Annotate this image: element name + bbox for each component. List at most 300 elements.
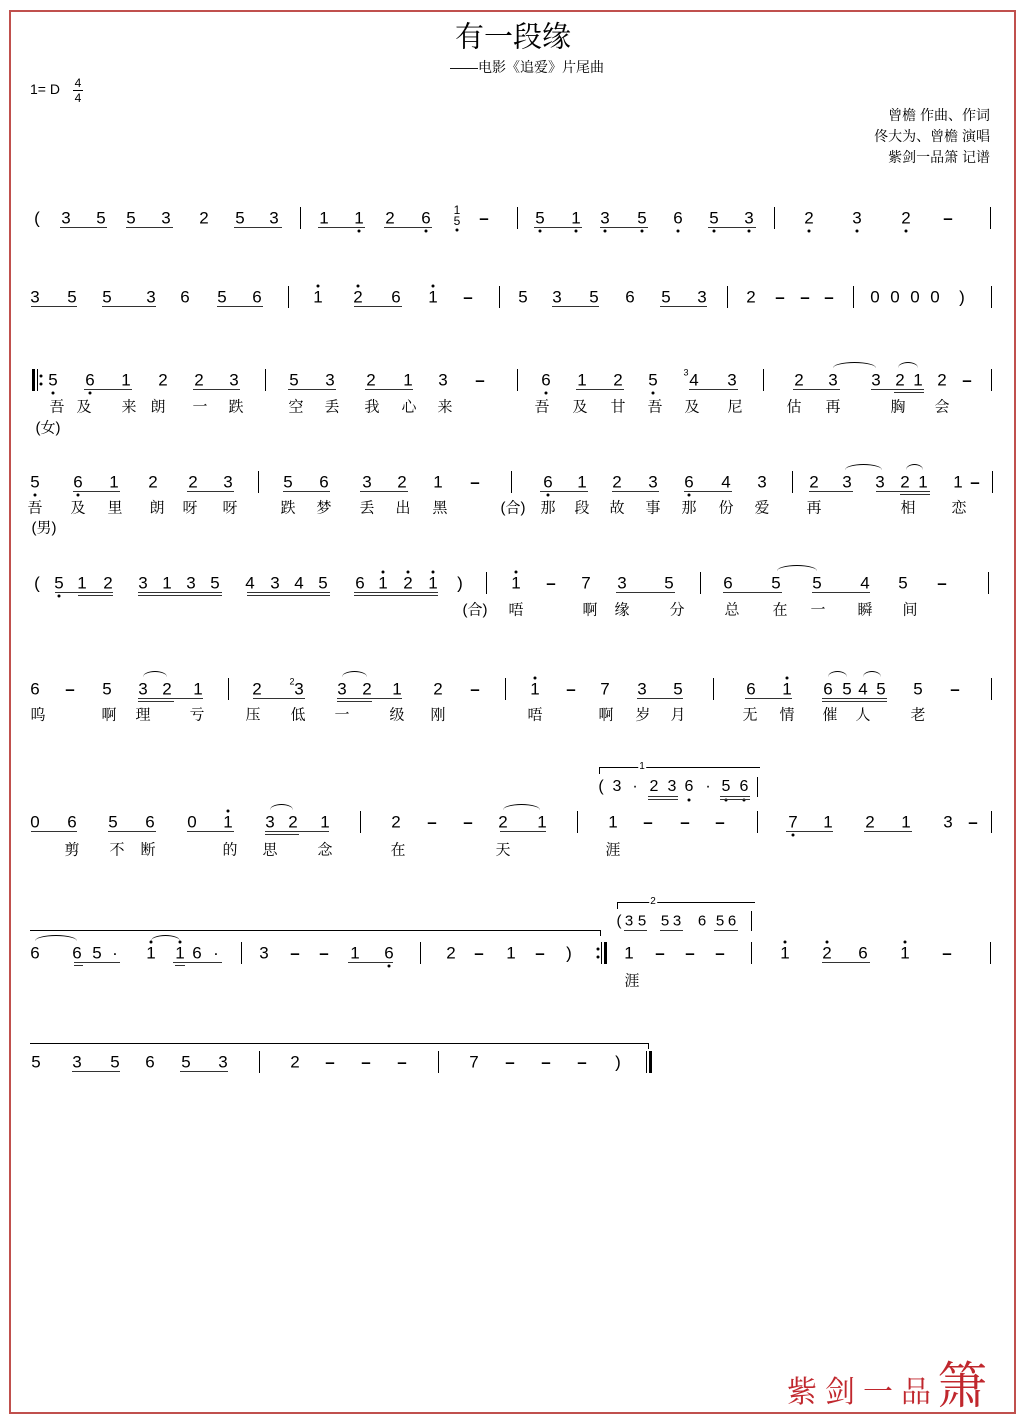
note: 5 — [898, 573, 908, 593]
barline — [988, 572, 989, 594]
barline — [751, 942, 752, 964]
note: 2 — [353, 287, 363, 307]
beam-underline — [894, 392, 924, 393]
note: 5 — [535, 208, 545, 228]
note: 3 — [61, 208, 71, 228]
note: 1 — [428, 287, 438, 307]
note: 2 — [901, 208, 911, 228]
lyric: 会 — [934, 398, 950, 416]
note: 2 — [809, 472, 819, 492]
note: ) — [566, 943, 572, 963]
lyric: 瞬 — [857, 601, 873, 619]
beam-underline — [500, 831, 546, 832]
note: ( — [616, 912, 622, 930]
lyric: 啊 — [582, 601, 598, 619]
lyric: 的 — [222, 841, 238, 859]
beam-underline — [871, 389, 924, 390]
note: 1 — [577, 472, 587, 492]
octave-dot-below — [641, 230, 644, 233]
note: 2 — [498, 812, 508, 832]
song-subtitle: ——电影《追爱》片尾曲 — [450, 59, 604, 75]
note: 3 — [600, 208, 610, 228]
lyric: 胸 — [890, 398, 906, 416]
note: 6 — [180, 287, 190, 307]
lyric: 思 — [262, 841, 278, 859]
note: 1 — [918, 472, 928, 492]
note: 3 — [842, 472, 852, 492]
lyric: 啊 — [101, 706, 117, 724]
octave-dot-above — [357, 285, 360, 288]
sustain-dash: – — [942, 943, 952, 963]
octave-dot-above — [786, 677, 789, 680]
note: 2 — [403, 573, 413, 593]
repeat-start-thin — [37, 369, 38, 391]
note: 3 — [612, 778, 622, 795]
note: 2 — [148, 472, 158, 492]
note: 6 — [673, 208, 683, 228]
beam-underline — [786, 831, 833, 832]
beam-underline — [175, 965, 185, 966]
note: 0 — [30, 812, 40, 832]
note: 6 — [625, 287, 635, 307]
note: 1 — [577, 370, 587, 390]
sustain-dash: – — [463, 812, 473, 832]
note: 1 — [780, 943, 790, 963]
beam-underline — [318, 227, 365, 228]
lyric: 吾 — [534, 398, 550, 416]
barline — [991, 678, 992, 700]
volta-continuation-tick — [648, 1043, 649, 1049]
note: ( — [598, 778, 604, 795]
note: 3 — [697, 287, 707, 307]
beam-underline — [809, 491, 853, 492]
note: 1 — [900, 943, 910, 963]
barline — [751, 911, 752, 931]
note: 0 — [870, 287, 880, 307]
lyric: 再 — [825, 398, 841, 416]
sustain-dash: – — [479, 208, 489, 228]
barline — [757, 777, 758, 797]
volta-continuation-line — [30, 930, 600, 931]
repeat-dot — [40, 375, 43, 378]
repeat-dot — [597, 956, 600, 959]
note: 1 — [428, 573, 438, 593]
note: 3 — [259, 943, 269, 963]
note: 3 — [138, 679, 148, 699]
note: 2 — [252, 679, 262, 699]
octave-dot-below — [77, 494, 80, 497]
note: 0 — [910, 287, 920, 307]
lyric: 跌 — [280, 499, 296, 517]
note: 5 — [235, 208, 245, 228]
sustain-dash: – — [474, 943, 484, 963]
slur — [845, 464, 882, 470]
seal-char: 品 — [901, 1376, 931, 1409]
lyric: 朗 — [149, 499, 165, 517]
beam-underline — [354, 306, 402, 307]
time-signature-numerator: 4 — [74, 76, 82, 90]
note: 3 — [727, 370, 737, 390]
note: 3 — [337, 679, 347, 699]
note: 6 — [252, 287, 262, 307]
note: 1 — [320, 812, 330, 832]
volta-number: 2 — [650, 896, 656, 907]
beam-underline — [126, 227, 173, 228]
note: 1 — [953, 472, 963, 492]
lyric: 及 — [684, 398, 700, 416]
note: 1 — [121, 370, 131, 390]
volta-bracket-tick — [617, 902, 618, 909]
beam-underline — [60, 227, 107, 228]
barline — [505, 678, 506, 700]
lyric: 岁 — [635, 706, 651, 724]
note: 5 — [518, 287, 528, 307]
beam-underline — [540, 491, 588, 492]
slur — [342, 671, 367, 677]
octave-dot-below — [358, 230, 361, 233]
slur — [143, 671, 167, 677]
note: 6 — [421, 208, 431, 228]
note: 1 — [530, 679, 540, 699]
beam-underline — [55, 592, 113, 593]
note: 3 — [438, 370, 448, 390]
beam-underline — [812, 592, 870, 593]
note: 6 — [192, 943, 202, 963]
note: 4 — [294, 573, 304, 593]
barline — [438, 1051, 439, 1073]
note: 1 — [109, 472, 119, 492]
beam-underline — [900, 494, 930, 495]
note: 5 — [637, 208, 647, 228]
lyric: 人 — [855, 706, 871, 724]
volta-bracket-tick — [599, 767, 600, 774]
note: · — [632, 778, 638, 795]
sustain-dash: – — [505, 1052, 515, 1072]
note: 5 — [210, 573, 220, 593]
slur — [898, 362, 918, 368]
note: 5 — [181, 1052, 191, 1072]
beam-underline — [534, 227, 582, 228]
note: 1 — [571, 208, 581, 228]
barline — [258, 471, 259, 493]
note: 4 — [858, 679, 868, 699]
lyric: 涯 — [605, 841, 621, 859]
note: 2 — [794, 370, 804, 390]
beam-underline — [822, 701, 887, 702]
note: 7 — [469, 1052, 479, 1072]
octave-dot-below — [547, 494, 550, 497]
lyric: (合) — [500, 499, 526, 517]
note: 1 — [823, 812, 833, 832]
slur — [503, 804, 540, 810]
note: 1 — [77, 573, 87, 593]
note: 3 — [624, 912, 634, 930]
note: 5 — [67, 287, 77, 307]
note: 3 — [161, 208, 171, 228]
barline — [577, 811, 578, 833]
note: 6 — [73, 472, 83, 492]
volta-bracket-line — [599, 767, 760, 768]
sustain-dash: – — [800, 287, 810, 307]
barline — [990, 942, 991, 964]
sustain-dash: – — [655, 943, 665, 963]
lyric: 断 — [140, 841, 156, 859]
note: 5 — [289, 370, 299, 390]
note: 7 — [581, 573, 591, 593]
note: 1 — [782, 679, 792, 699]
note: 5 — [721, 778, 731, 795]
octave-dot-below — [604, 230, 607, 233]
beam-underline — [138, 592, 222, 593]
lyric: 那 — [681, 499, 697, 517]
lyric: 在 — [772, 601, 788, 619]
note: · — [705, 778, 711, 795]
note: 4 — [245, 573, 255, 593]
lyric: 及 — [76, 398, 92, 416]
lyric: 梦 — [316, 499, 332, 517]
sustain-dash: – — [325, 1052, 335, 1072]
lyric: 估 — [786, 398, 802, 416]
beam-underline — [660, 930, 683, 931]
note: 6 — [72, 943, 82, 963]
lyric: 及 — [70, 499, 86, 517]
note: 0 — [187, 812, 197, 832]
lyric: 空 — [288, 398, 304, 416]
octave-dot-below — [456, 229, 459, 232]
lyric: 唔 — [527, 706, 543, 724]
volta-bracket-line — [617, 902, 755, 903]
credit-transcriber: 紫剑一品箫 记谱 — [888, 149, 990, 165]
sustain-dash: – — [463, 287, 473, 307]
note: 2 — [158, 370, 168, 390]
note: 1 — [506, 943, 516, 963]
seal-char: 剑 — [825, 1376, 855, 1409]
note: 6 — [30, 679, 40, 699]
beam-underline — [73, 491, 120, 492]
sustain-dash: – — [319, 943, 329, 963]
note: 6 — [145, 1052, 155, 1072]
note: 1 — [162, 573, 172, 593]
barline — [991, 286, 992, 308]
seal-char-large: 箫 — [937, 1358, 987, 1414]
barline — [241, 942, 242, 964]
note: 5 — [126, 208, 136, 228]
beam-underline — [648, 799, 678, 800]
note: 5 — [842, 679, 852, 699]
beam-underline — [74, 962, 120, 963]
beam-underline — [283, 491, 330, 492]
repeat-end-thin — [601, 942, 602, 964]
beam-underline — [253, 698, 305, 699]
slur — [270, 804, 293, 810]
barline — [265, 369, 266, 391]
lyric: 吾 — [49, 398, 65, 416]
note: 2 — [397, 472, 407, 492]
lyric: 一 — [810, 601, 826, 619]
octave-dot-below — [688, 494, 691, 497]
note: 0 — [930, 287, 940, 307]
note: 2 — [433, 679, 443, 699]
lyric: 恋 — [951, 499, 967, 517]
note: 6 — [739, 778, 749, 795]
note: 5 — [31, 1052, 41, 1072]
lyric: 心 — [401, 398, 417, 416]
beam-underline — [180, 1071, 228, 1072]
note: 6 — [355, 573, 365, 593]
octave-dot-below — [575, 230, 578, 233]
lyric: 跌 — [228, 398, 244, 416]
volta-number: 1 — [639, 761, 645, 772]
sustain-dash: – — [470, 472, 480, 492]
barline — [763, 369, 764, 391]
lyric: 吾 — [647, 398, 663, 416]
key-signature: 1= D — [30, 81, 60, 97]
note: 3 — [871, 370, 881, 390]
barline — [300, 207, 301, 229]
voice-label: (女) — [35, 419, 61, 437]
slur — [151, 935, 180, 941]
note: 1 — [608, 812, 618, 832]
note: 3 — [672, 912, 682, 930]
note: 5 — [876, 679, 886, 699]
note: 5 — [96, 208, 106, 228]
lyric: 月 — [670, 706, 686, 724]
note: 5 — [673, 679, 683, 699]
repeat-dot — [597, 948, 600, 951]
note: ( — [34, 208, 40, 228]
lyric: 黑 — [432, 499, 448, 517]
beam-underline — [616, 592, 675, 593]
barline — [511, 471, 512, 493]
note: 2 — [937, 370, 947, 390]
final-bar-thick — [649, 1051, 652, 1073]
note: 2 — [199, 208, 209, 228]
beam-underline — [624, 930, 647, 931]
beam-underline — [714, 930, 738, 931]
note: 1 — [319, 208, 329, 228]
octave-dot-below — [677, 230, 680, 233]
note: 2 — [288, 812, 298, 832]
sustain-dash: – — [715, 812, 725, 832]
beam-underline — [102, 306, 156, 307]
lyric: 尼 — [727, 398, 743, 416]
note: 7 — [600, 679, 610, 699]
beam-underline — [193, 389, 240, 390]
beam-underline — [74, 965, 83, 966]
beam-underline — [138, 698, 203, 699]
note: 5 — [30, 472, 40, 492]
octave-dot-above — [382, 571, 385, 574]
slur — [828, 671, 847, 677]
note: 5 — [92, 943, 102, 963]
octave-dot-below — [856, 230, 859, 233]
lyric: 呜 — [30, 706, 46, 724]
note: 1 — [537, 812, 547, 832]
note: 2 — [649, 778, 659, 795]
note: 5 — [661, 287, 671, 307]
sustain-dash: – — [824, 287, 834, 307]
lyric: 情 — [779, 706, 795, 724]
note: 6 — [823, 679, 833, 699]
lyric: 再 — [806, 499, 822, 517]
lyric: 我 — [364, 398, 380, 416]
repeat-start-thick — [32, 369, 35, 391]
note: 1 — [146, 943, 156, 963]
volta-continuation-line — [30, 1043, 648, 1044]
barline — [228, 678, 229, 700]
sustain-dash: – — [577, 1052, 587, 1072]
lyric: 分 — [669, 601, 685, 619]
note: 6 — [684, 472, 694, 492]
credit-performers: 佟大为、曾檐 演唱 — [874, 128, 990, 144]
lyric: 不 — [109, 841, 125, 859]
note: 5 — [913, 679, 923, 699]
note: 2 — [865, 812, 875, 832]
beam-underline — [337, 701, 372, 702]
beam-underline — [247, 592, 330, 593]
note: 1 — [193, 679, 203, 699]
note: 1 — [433, 472, 443, 492]
note: 2 — [446, 943, 456, 963]
sustain-dash: – — [715, 943, 725, 963]
lyric: 刚 — [430, 706, 446, 724]
beam-underline — [78, 595, 113, 596]
beam-underline — [138, 701, 174, 702]
octave-dot-below — [545, 392, 548, 395]
note: 2 — [900, 472, 910, 492]
lyric: 涯 — [624, 972, 640, 990]
lyric: 缘 — [614, 601, 630, 619]
note: 6 — [319, 472, 329, 492]
lyric: 啊 — [598, 706, 614, 724]
note: ) — [457, 573, 463, 593]
note: 3 — [294, 679, 304, 699]
note: 6 — [727, 912, 737, 930]
note: 3 — [828, 370, 838, 390]
beam-underline — [600, 227, 648, 228]
note: 5 — [318, 573, 328, 593]
lyric: 来 — [437, 398, 453, 416]
beam-underline — [689, 389, 738, 390]
beam-underline — [108, 831, 156, 832]
note: 1 — [223, 812, 233, 832]
beam-underline — [745, 698, 792, 699]
beam-underline — [72, 1071, 120, 1072]
octave-dot-above — [534, 677, 537, 680]
note: 3 — [875, 472, 885, 492]
note: 5 — [48, 370, 58, 390]
note: 2 — [162, 679, 172, 699]
lyric: 里 — [107, 499, 123, 517]
octave-dot-above — [904, 941, 907, 944]
beam-underline — [720, 796, 750, 797]
note: 2 — [746, 287, 756, 307]
note: 5 — [110, 1052, 120, 1072]
note: 2 — [612, 472, 622, 492]
lyric: 故 — [609, 499, 625, 517]
octave-dot-below — [539, 230, 542, 233]
lyric: 吾 — [27, 499, 43, 517]
octave-dot-below — [905, 230, 908, 233]
lyric: 一 — [334, 706, 350, 724]
note: 3 — [265, 812, 275, 832]
barline — [792, 471, 793, 493]
note: ) — [615, 1052, 621, 1072]
lyric: 间 — [902, 601, 918, 619]
note: 3 — [648, 472, 658, 492]
lyric: 段 — [574, 499, 590, 517]
lyric: 及 — [572, 398, 588, 416]
